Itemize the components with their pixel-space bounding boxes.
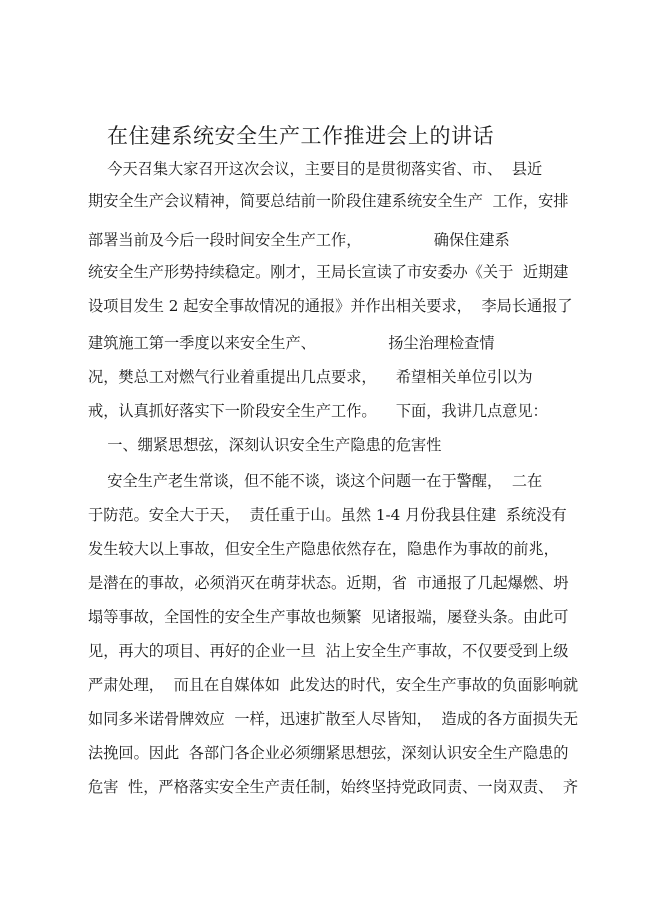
body-line: 设项目发生 2 起安全事故情况的通报》并作出相关要求， 李局长通报了: [88, 297, 573, 315]
body-line: 于防范。安全大于天， 责任重于山。虽然 1-4 月份我县住建 系统没有: [88, 506, 567, 524]
body-line: 戒，认真抓好落实下一阶段安全生产工作。 下面，我讲几点意见：: [88, 402, 548, 420]
body-line: 严肃处理， 而且在自媒体如 此发达的时代，安全生产事故的负面影响就: [88, 676, 579, 694]
body-line: 今天召集大家召开这次会议，主要目的是贯彻落实省、市、 县近: [88, 160, 543, 178]
body-line: 塌等事故，全国性的安全生产事故也频繁 见诸报端，屡登头条。由此可: [88, 608, 569, 626]
body-line: 建筑施工第一季度以来安全生产、 扬尘治理检查情: [88, 334, 495, 352]
body-line: 部署当前及今后一段时间安全生产工作， 确保住建系: [88, 231, 510, 249]
document-title: 在住建系统安全生产工作推进会上的讲话: [107, 124, 494, 148]
body-line: 危害 性，严格落实安全生产责任制，始终坚持党政同责、一岗双责、 齐: [88, 778, 579, 796]
body-line: 安全生产老生常谈，但不能不谈，谈这个问题一在于警醒， 二在: [88, 472, 543, 490]
body-line: 发生较大以上事故，但安全生产隐患依然存在，隐患作为事故的前兆，: [88, 540, 559, 558]
section-heading: 一、绷紧思想弦，深刻认识安全生产隐患的危害性: [88, 436, 442, 454]
body-line: 法挽回。因此 各部门各企业必须绷紧思想弦，深刻认识安全生产隐患的: [88, 744, 569, 762]
body-line: 是潜在的事故，必须消灭在萌芽状态。近期，省 市通报了几起爆燃、坍: [88, 574, 569, 592]
body-line: 期安全生产会议精神，简要总结前一阶段住建系统安全生产 工作，安排: [88, 192, 569, 210]
body-line: 况，樊总工对燃气行业着重提出几点要求， 希望相关单位引以为: [88, 368, 533, 386]
body-line: 如同多米诺骨牌效应 一样，迅速扩散至人尽皆知， 造成的各方面损失无: [88, 710, 579, 728]
body-line: 统安全生产形势持续稳定。刚才，王局长宣读了市安委办《关于 近期建: [88, 263, 569, 281]
body-line: 见，再大的项目、再好的企业一旦 沾上安全生产事故，不仅要受到上级: [88, 642, 569, 660]
